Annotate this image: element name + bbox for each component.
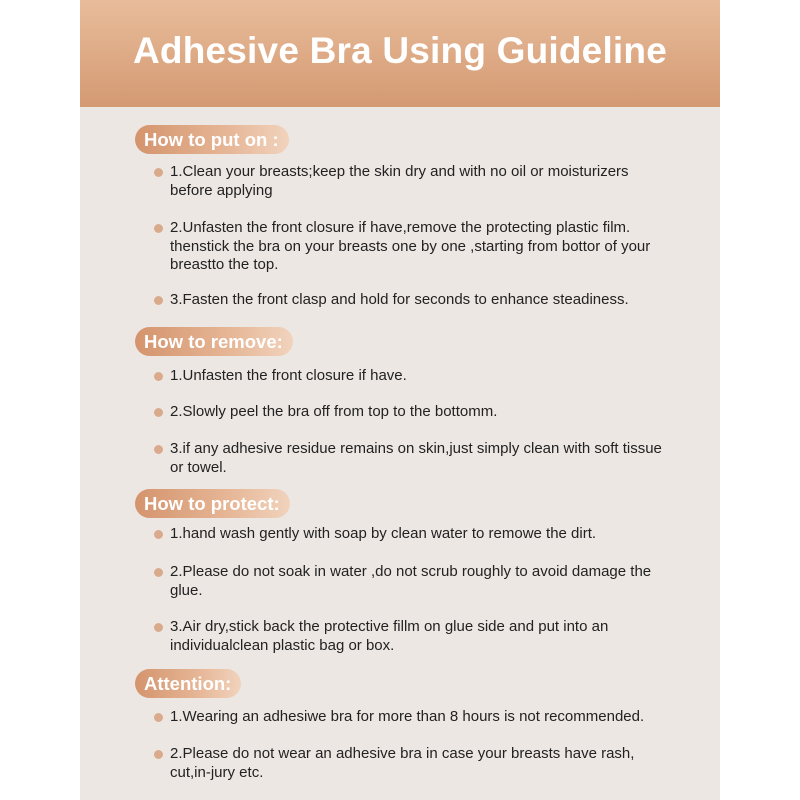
list-item-text: 2.Slowly peel the bra off from top to the bottomm. — [170, 403, 498, 420]
list-item-text: 1.Wearing an adhesiwe bra for more than 8 hours is not recommended. — [170, 708, 645, 725]
header-banner — [80, 0, 720, 107]
list-item — [154, 708, 674, 727]
bullet-dot-icon — [154, 445, 163, 454]
section-heading-protect: How to protect: — [135, 489, 290, 518]
section-heading-put-on: How to put on : — [135, 125, 289, 154]
list-item — [154, 219, 674, 275]
list-item — [154, 403, 674, 422]
list-item — [154, 163, 674, 200]
bullet-dot-icon — [154, 623, 163, 632]
list-item-text: 2.Unfasten the front closure if have,remove the protecting plastic film. thenstick the bra on your breasts one by one ,starting from bottor of your breastto the top. — [170, 219, 651, 273]
list-item — [154, 563, 674, 600]
section-heading-remove: How to remove: — [135, 327, 293, 356]
list-item-text: 3.if any adhesive residue remains on skin,just simply clean with soft tissue or towel. — [170, 440, 662, 476]
list-item-text: 2.Please do not soak in water ,do not scrub roughly to avoid damage the glue. — [170, 563, 652, 599]
guideline-card — [80, 0, 720, 800]
bullet-dot-icon — [154, 568, 163, 577]
list-item — [154, 745, 674, 782]
bullet-dot-icon — [154, 750, 163, 759]
list-item — [154, 440, 674, 477]
list-item — [154, 618, 674, 655]
bullet-dot-icon — [154, 168, 163, 177]
list-item — [154, 367, 674, 386]
bullet-dot-icon — [154, 530, 163, 539]
list-item-text: 3.Air dry,stick back the protective fillm on glue side and put into an individualclean plastic bag or box. — [170, 618, 609, 654]
list-item-text: 1.hand wash gently with soap by clean water to remowe the dirt. — [170, 525, 597, 542]
list-item-text: 1.Clean your breasts;keep the skin dry and with no oil or moisturizers before applying — [170, 163, 629, 199]
list-item-text: 3.Fasten the front clasp and hold for seconds to enhance steadiness. — [170, 291, 629, 308]
list-item — [154, 291, 674, 310]
list-item-text: 1.Unfasten the front closure if have. — [170, 367, 407, 384]
list-item-text: 2.Please do not wear an adhesive bra in case your breasts have rash, cut,in-jury etc. — [170, 745, 635, 781]
page-title: Adhesive Bra Using Guideline — [132, 29, 667, 71]
bullet-dot-icon — [154, 296, 163, 305]
bullet-dot-icon — [154, 408, 163, 417]
bullet-dot-icon — [154, 713, 163, 722]
section-heading-attention: Attention: — [135, 669, 241, 698]
bullet-dot-icon — [154, 224, 163, 233]
bullet-dot-icon — [154, 372, 163, 381]
list-item — [154, 525, 674, 544]
